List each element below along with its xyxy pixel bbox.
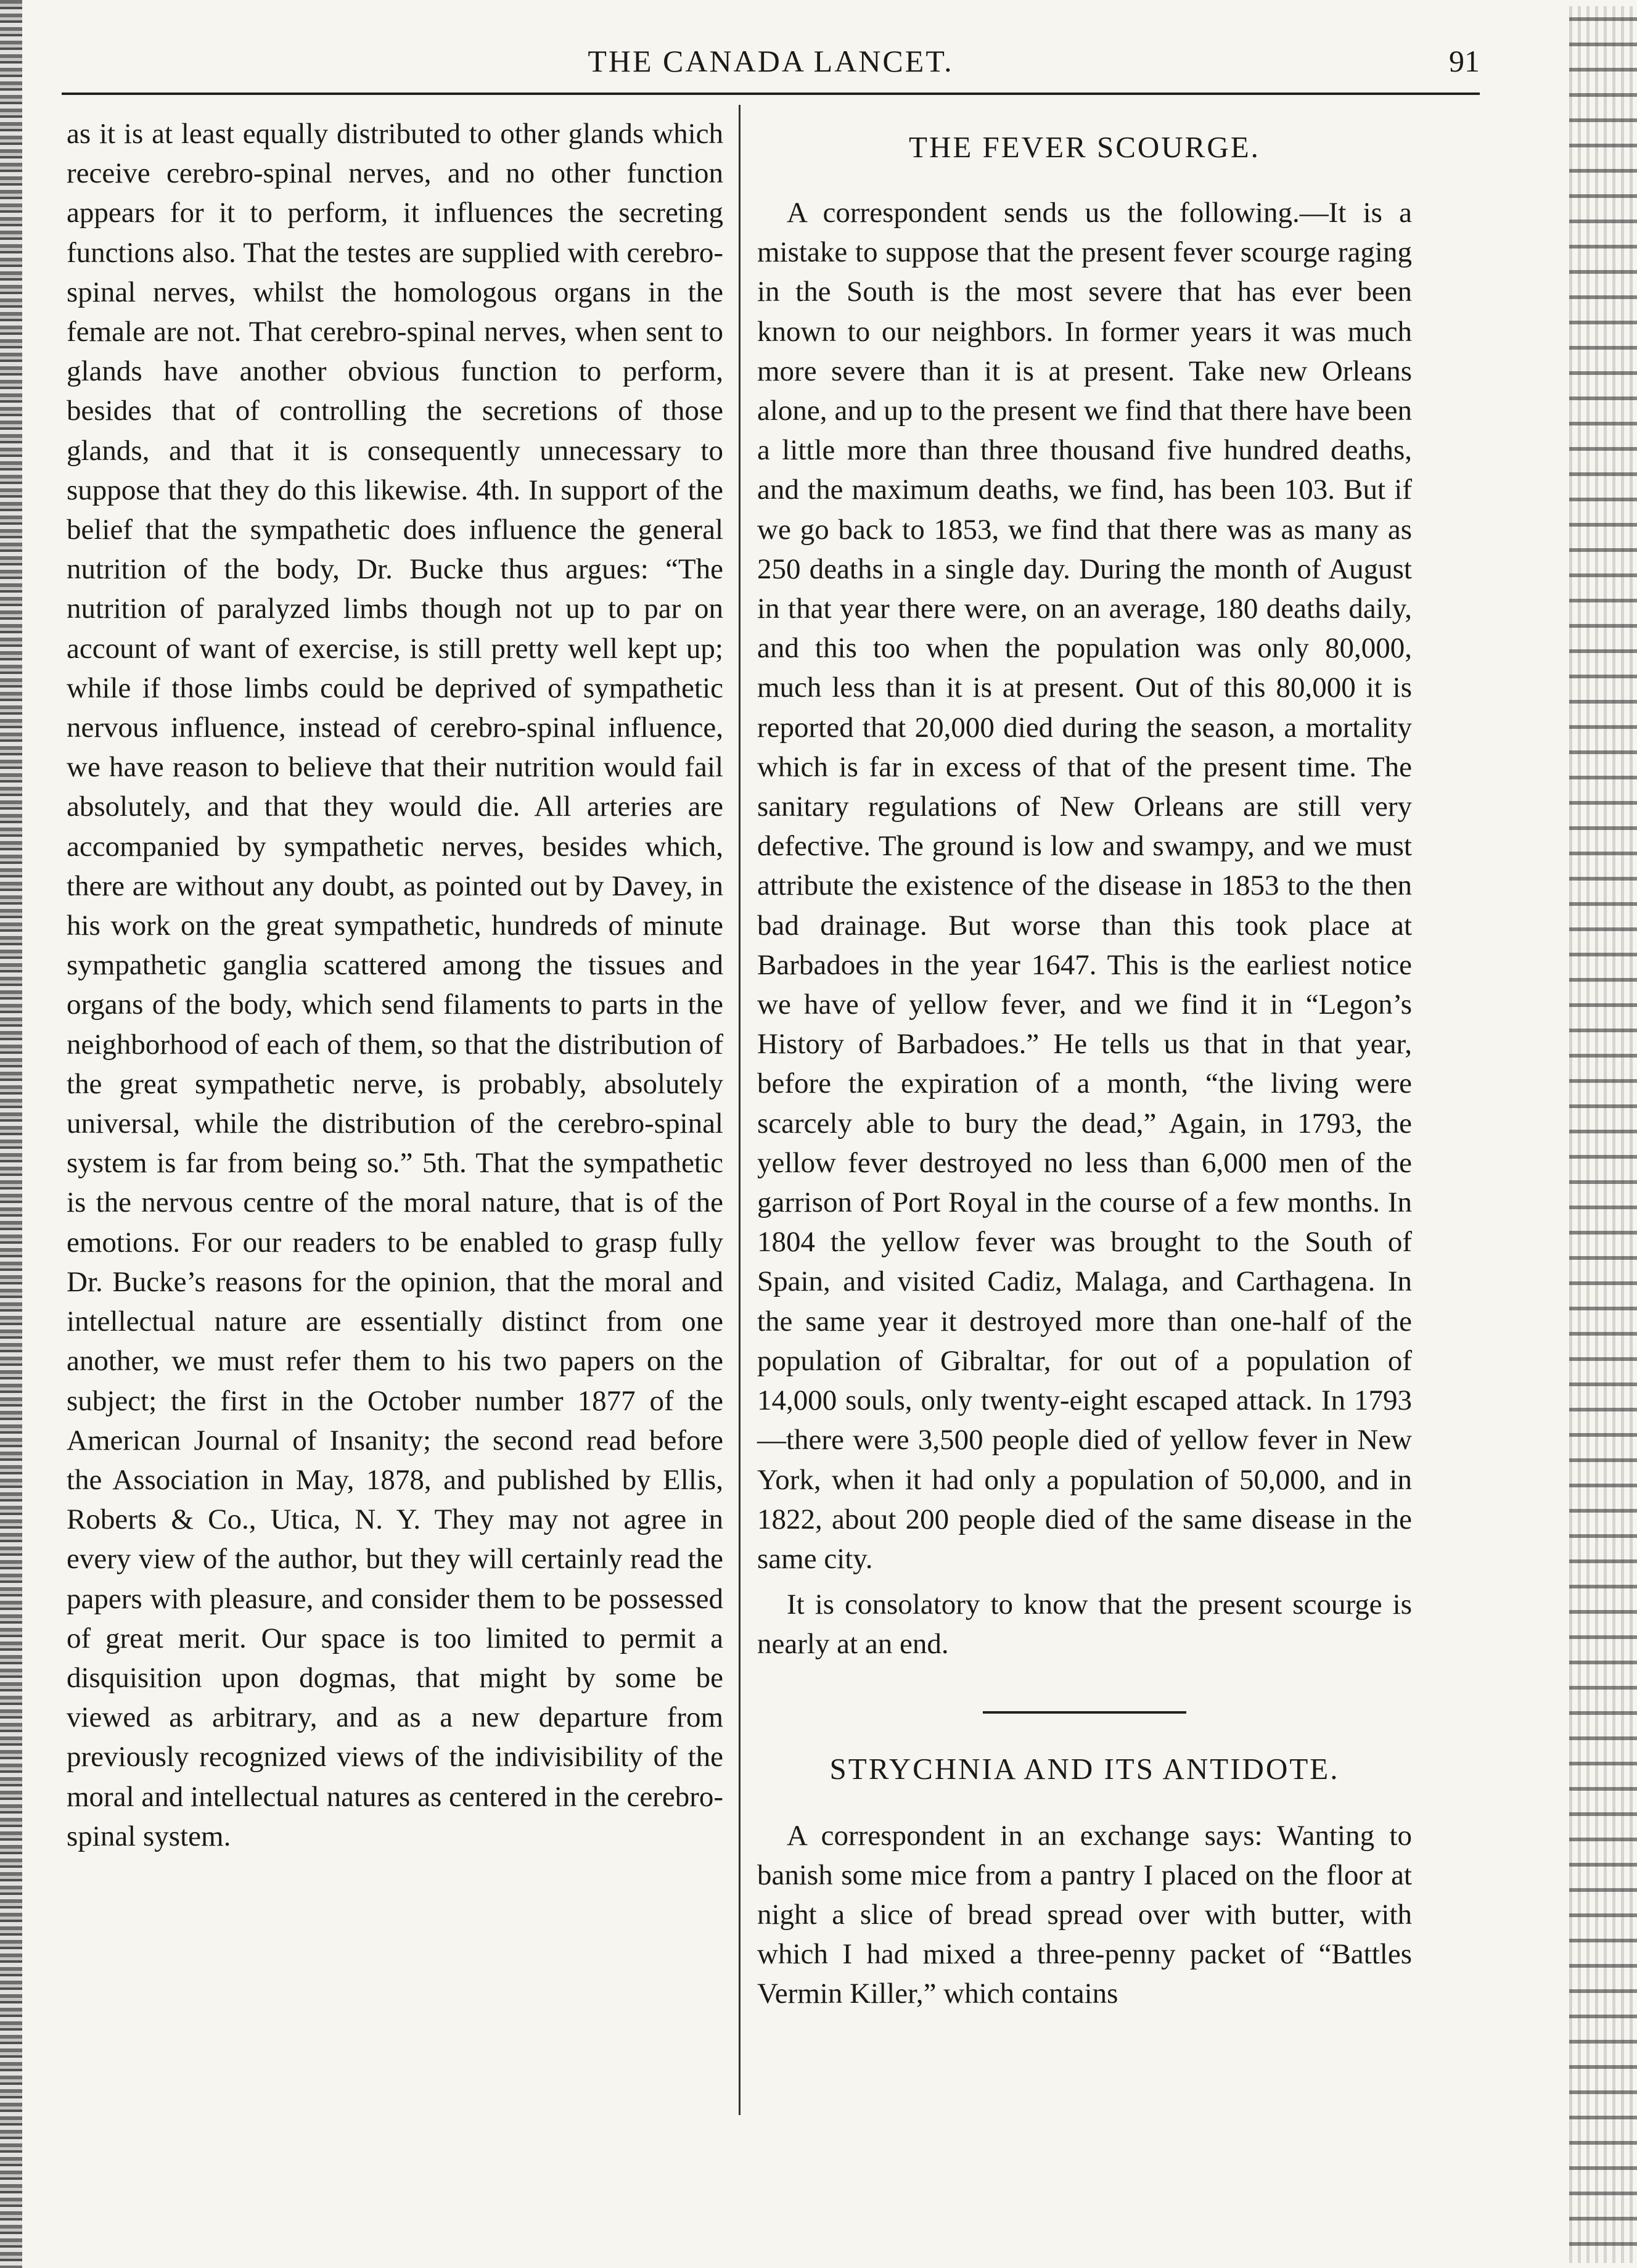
left-column-paragraph: as it is at least equally distributed to other glands which receive cerebro-spinal nerves, and no other function appears for it to perform, it influences the secreting functions also. That the testes are supplied with cerebro-spinal nerves, whilst the homologous organs in the female are not. That cerebro-spinal nerves, when sent to glands have another obvious function to perform, besides that of controlling the secretions of those glands, and that it is consequently unnecessary to suppose that they do this likewise. 4th. In support of the belief that the sympathetic does influence the general nutrition of the body, Dr. Bucke thus argues: “The nutrition of paralyzed limbs though not up to par on account of want of exercise, is still pretty well kept up; while if those limbs could be deprived of sympathetic nervous influence, instead of cerebro-spinal influence, we have reason to believe that their nutrition would fail absolutely, and that they would die. All arteries are accompanied by sympathetic nerves, besides which, there are without any doubt, as pointed out by Davey, in his work on the great sympathetic, hundreds of minute sympathetic ganglia scattered among the tissues and organs of the body, which send filaments to parts in the neighborhood of each of them, so that the distribution of the great sympathetic nerve, is probably, absolutely universal, while the distribution of the cerebro-spinal system is far from being so.” 5th. That the sympathetic is the nervous centre of the moral nature, that is of the emotions. For our readers to be enabled to grasp fully Dr. Bucke’s reasons for the opinion, that the moral and intellectual nature are essentially distinct from one another, we must refer them to his two papers on the subject; the first in the October number 1877 of the American Journal of Insanity; the second read before the Association in May, 1878, and published by Ellis, Roberts & Co., Utica, N. Y. They may not agree in every view of the author, but they will certainly read the papers with pleasure, and consider them to be possessed of great merit. Our space is too limited to permit a disquisition upon dogmas, that might by some be viewed as arbitrary, and as a new departure from previously recognized views of the indivisibility of the moral and intellectual natures as centered in the cerebro-spinal system.	[67, 118, 723, 1852]
column-divider	[739, 105, 741, 2115]
header-rule	[62, 92, 1480, 95]
scan-edge-right	[1569, 6, 1637, 2263]
right-column	[757, 114, 1412, 2014]
fever-scourge-heading: THE FEVER SCOURGE.	[909, 130, 1260, 164]
running-title: THE CANADA LANCET.	[588, 44, 954, 78]
fever-scourge-closing-paragraph: It is consolatory to know that the present scourge is nearly at an end.	[757, 1588, 1412, 1661]
scan-edge-left	[0, 0, 22, 2268]
section-separator	[983, 1711, 1186, 1714]
strychnia-paragraph: A correspondent in an exchange says: Wanting to banish some mice from a pantry I placed on the floor at night a slice of bread spread over with butter, with which I had mixed a three-penny packet of “Battles Vermin Killer,” which contains	[757, 1819, 1412, 2010]
strychnia-heading: STRYCHNIA AND ITS ANTIDOTE.	[829, 1751, 1340, 1786]
page-header	[62, 43, 1480, 92]
fever-scourge-paragraph: A correspondent sends us the following.—It is a mistake to suppose that the present fever scourge raging in the South is the most severe that has ever been known to our neighbors. In former years it was much more severe than it is at present. Take new Orleans alone, and up to the present we find that there have been a little more than three thousand five hundred deaths, and the maximum deaths, we find, has been 103. But if we go back to 1853, we find that there was as many as 250 deaths in a single day. During the month of August in that year there were, on an average, 180 deaths daily, and this too when the population was only 80,000, much less than it is at present. Out of this 80,000 it is reported that 20,000 died during the season, a mortality which is far in excess of that of the present time. The sanitary regulations of New Orleans are still very defective. The ground is low and swampy, and we must attribute the existence of the disease in 1853 to the then bad drainage. But worse than this took place at Barbadoes in the year 1647. This is the earliest notice we have of yellow fever, and we find it in “Legon’s History of Barbadoes.” He tells us that in that year, before the expiration of a month, “the living were scarcely able to bury the dead,” Again, in 1793, the yellow fever destroyed no less than 6,000 men of the garrison of Port Royal in the course of a few months. In 1804 the yellow fever was brought to the South of Spain, and visited Cadiz, Malaga, and Carthagena. In the same year it destroyed more than one-half of the population of Gibraltar, for out of a population of 14,000 souls, only twenty-eight escaped attack. In 1793—there were 3,500 people died of yellow fever in New York, when it had only a population of 50,000, and in 1822, about 200 people died of the same disease in the same city.	[757, 197, 1412, 1575]
page-number: 91	[1449, 44, 1480, 78]
left-column	[67, 114, 723, 1856]
